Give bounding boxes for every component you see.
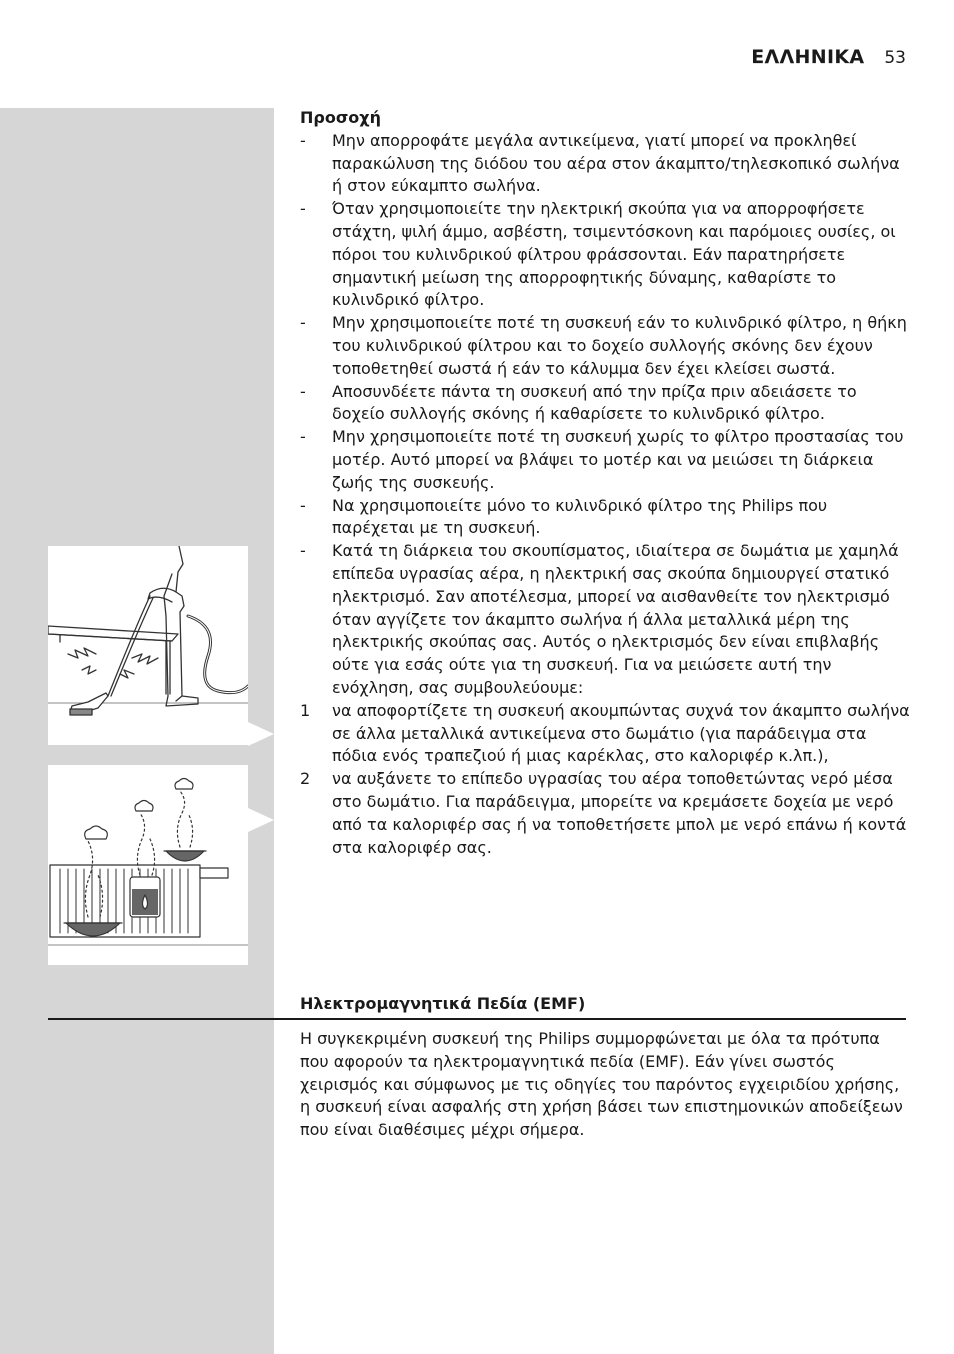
bullet-dash: - bbox=[300, 495, 306, 515]
list-item bbox=[300, 426, 912, 494]
list-item bbox=[300, 198, 912, 312]
bullet-dash: - bbox=[300, 427, 306, 447]
list-item bbox=[300, 381, 912, 427]
list-item bbox=[300, 130, 912, 198]
bullet-dash: - bbox=[300, 381, 306, 401]
step-text: να αποφορτίζετε τη συσκευή ακουμπώντας συχνά τον άκαμπτο σωλήνα σε άλλα μεταλλικά αντικείμενα στο δωμάτιο (για παράδειγμα στα πόδια ενός τραπεζιού ή μιας καρέκλας, στο καλοριφέρ κ.λπ.), bbox=[332, 700, 910, 766]
caution-list bbox=[300, 130, 912, 700]
emf-heading-block bbox=[300, 993, 912, 1016]
list-item bbox=[300, 312, 912, 380]
section-divider bbox=[48, 1018, 906, 1020]
emf-body: Η συγκεκριμένη συσκευή της Philips συμμορφώνεται με όλα τα πρότυπα που αφορούν τα ηλεκτρομαγνητικά πεδία (EMF). Εάν γίνει σωστός χειρισμός και σύμφωνος με τις οδηγίες του παρόντος εγχειριδίου χρήσης, η συσκευή είναι ασφαλής στη χρήση βάσει των επιστημονικών αποδείξεων που είναι διαθέσιμες μέχρι σήμερα. bbox=[300, 1029, 903, 1140]
caution-section bbox=[300, 107, 912, 859]
emf-section bbox=[300, 1028, 912, 1142]
list-item-text: Μην απορροφάτε μεγάλα αντικείμενα, γιατί μπορεί να προκληθεί παρακώλυση της διόδου του αέρα στον άκαμπτο/τηλεσκοπικό σωλήνα ή στον εύκαμπτο σωλήνα. bbox=[332, 130, 900, 196]
bullet-dash: - bbox=[300, 313, 306, 333]
list-item bbox=[300, 495, 912, 541]
vacuum-drawing bbox=[48, 546, 248, 745]
page-header bbox=[751, 46, 906, 68]
bullet-dash: - bbox=[300, 199, 306, 219]
page-number: 53 bbox=[884, 48, 906, 68]
step-number: 2 bbox=[300, 769, 311, 789]
step-item bbox=[300, 768, 912, 859]
list-item-text: Αποσυνδέετε πάντα τη συσκευή από την πρίζα πριν αδειάσετε το δοχείο συλλογής σκόνης ή καθαρίσετε το κυλινδρικό φίλτρο. bbox=[332, 381, 857, 424]
steps-list bbox=[300, 700, 912, 860]
language-label: ΕΛΛΗΝΙΚΑ bbox=[751, 46, 865, 68]
section-title: Προσοχή bbox=[300, 108, 381, 127]
vacuum-static-illustration bbox=[48, 546, 248, 745]
step-item bbox=[300, 700, 912, 768]
list-item-text: Μην χρησιμοποιείτε ποτέ τη συσκευή εάν το κυλινδρικό φίλτρο, η θήκη του κυλινδρικού φίλτρου και το δοχείο συλλογής σκόνης δεν έχουν τοποθετηθεί σωστά ή εάν το κάλυμμα δεν έχει κλείσει σωστά. bbox=[332, 313, 907, 378]
bullet-dash: - bbox=[300, 130, 306, 150]
list-item bbox=[300, 540, 912, 700]
radiator-drawing bbox=[48, 765, 248, 965]
list-item-text: Όταν χρησιμοποιείτε την ηλεκτρική σκούπα για να απορροφήσετε στάχτη, ψιλή άμμο, ασβέστη, τσιμεντόσκονη και παρόμοιες ουσίες, οι πόροι του κυλινδρικού φίλτρου φράσσονται. Εάν παρατηρήσετε σημαντική μείωση της απορροφητικής δύναμης, καθαρίστε το κυλινδρικό φίλτρο. bbox=[332, 199, 896, 310]
section-title: Ηλεκτρομαγνητικά Πεδία (EMF) bbox=[300, 994, 586, 1013]
radiator-humidity-illustration bbox=[48, 765, 248, 965]
illustration-pointer bbox=[248, 722, 274, 746]
step-text: να αυξάνετε το επίπεδο υγρασίας του αέρα τοποθετώντας νερό μέσα στο δωμάτιο. Για παράδειγμα, μπορείτε να κρεμάσετε δοχεία με νερό από τα καλοριφέρ σας ή να τοποθετήσετε μπολ με νερό επάνω ή κοντά στα καλοριφέρ σας. bbox=[332, 769, 907, 857]
bullet-dash: - bbox=[300, 541, 306, 561]
list-item-text: Κατά τη διάρκεια του σκουπίσματος, ιδιαίτερα σε δωμάτια με χαμηλά επίπεδα υγρασίας αέρα, η ηλεκτρική σας σκούπα δημιουργεί στατικό ηλεκτρισμό. Σαν αποτέλεσμα, μπορεί να αισθανθείτε τον ηλεκτρισμό όταν αγγίζετε τον άκαμπτο σωλήνα ή άλλα μεταλλικά μέρη της ηλεκτρικής σκούπας σας. Αυτός ο ηλεκτρισμός δεν είναι επιβλαβής ούτε για εσάς ούτε για τη συσκευή. Για να μειώσετε αυτή την ενόχληση, σας συμβουλεύουμε: bbox=[332, 541, 899, 697]
illustration-pointer bbox=[248, 808, 274, 832]
list-item-text: Μην χρησιμοποιείτε ποτέ τη συσκευή χωρίς το φίλτρο προστασίας του μοτέρ. Αυτό μπορεί να βλάψει το μοτέρ και να μειώσει τη διάρκεια ζωής της συσκευής. bbox=[332, 427, 904, 492]
list-item-text: Να χρησιμοποιείτε μόνο το κυλινδρικό φίλτρο της Philips που παρέχεται με τη συσκευή. bbox=[332, 495, 828, 538]
step-number: 1 bbox=[300, 700, 311, 720]
